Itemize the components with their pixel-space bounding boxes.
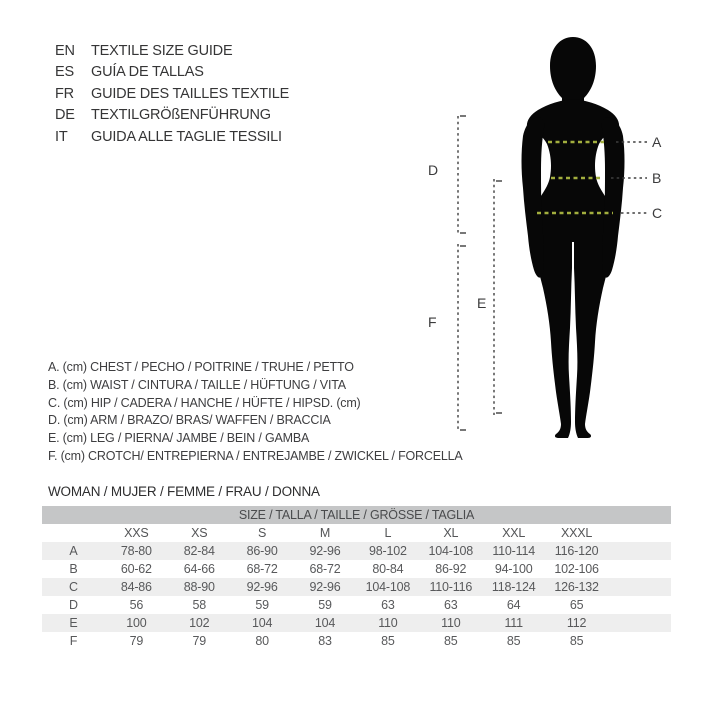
corner-cell [42,524,105,542]
cell: 110-116 [429,580,473,594]
hip-label: C [652,205,662,221]
silhouette-right-arm [602,117,625,278]
cell: 59 [255,598,269,612]
col-header-xxl: XXL [502,526,526,540]
language-title: TEXTILE SIZE GUIDE [91,43,233,59]
row-label: E [69,616,78,630]
cell: 112 [566,616,587,630]
legend-item-crotch: F. (cm) CROTCH/ ENTREPIERNA / ENTREJAMBE / ZWICKEL / FORCELLA [48,448,463,463]
filler-cell [608,524,671,542]
language-title-block [55,44,289,144]
leg-label: E [477,295,487,311]
cell: 102 [189,616,210,630]
cell: 85 [444,634,458,648]
cell: 59 [318,598,332,612]
language-title: GUIDE DES TAILLES TEXTILE [91,85,290,102]
cell: 104-108 [365,580,411,594]
cell: 64 [506,598,521,612]
cell: 79 [192,634,206,648]
col-header-s: S [258,526,267,540]
cell: 85 [381,634,395,648]
filler-cell [608,596,671,614]
cell: 78-80 [120,544,152,558]
filler-cell [608,542,671,560]
cell: 58 [192,598,206,612]
row-label: B [69,562,78,576]
cell: 64-66 [183,562,215,576]
row-label: A [69,544,78,558]
row-label: C [69,580,78,594]
filler-cell [608,614,671,632]
legend-item-leg: E. (cm) LEG / PIERNA/ JAMBE / BEIN / GAMBA [48,431,310,446]
row-label: D [69,598,78,612]
cell: 104 [314,616,336,630]
cell: 92-96 [309,544,341,558]
cell: 85 [569,634,584,648]
woman-silhouette [522,37,625,438]
cell: 100 [126,616,147,630]
legend-item-arm: D. (cm) ARM / BRAZO/ BRAS/ WAFFEN / BRACCIA [48,413,331,428]
measurement-legend [48,359,462,466]
cell: 80-84 [372,562,404,576]
cell: 79 [129,634,144,648]
cell: 104 [251,616,273,630]
row-label: F [69,634,78,648]
size-header-row [42,524,671,542]
legend-item-hip: C. (cm) HIP / CADERA / HANCHE / HÜFTE / HIPSD. (cm) [48,395,361,410]
language-code: DE [55,107,75,124]
cell: 111 [504,616,523,630]
cell: 56 [129,598,144,612]
cell: 86-92 [435,562,467,576]
language-code: ES [55,64,74,81]
cell: 68-72 [309,562,341,576]
col-header-m: M [319,526,331,540]
cell: 60-62 [120,562,152,576]
chest-label: A [652,134,662,150]
cell: 84-86 [120,580,152,594]
size-band-label: SIZE / TALLA / TAILLE / GRÖSSE / TAGLIA [42,506,671,524]
table-row-crotch [42,632,671,650]
size-table-section [42,506,671,650]
cell: 98-102 [369,544,407,558]
cell: 83 [318,634,332,648]
cell: 102-106 [554,562,599,576]
cell: 80 [255,634,269,648]
table-row-leg [42,614,671,632]
language-title: GUÍA DE TALLAS [91,64,204,81]
filler-cell [608,632,671,650]
size-table [42,506,671,650]
arm-label: D [428,162,438,178]
col-header-l: L [384,526,392,540]
gender-group-label: WOMAN / MUJER / FEMME / FRAU / DONNA [48,484,320,499]
silhouette-left-arm [522,117,545,278]
col-header-xxxl: XXXL [560,526,593,540]
cell: 86-90 [246,544,278,558]
size-band-row [42,506,671,524]
legend-item-waist: B. (cm) WAIST / CINTURA / TAILLE / HÜFTUNG / VITA [48,377,346,392]
cell: 104-108 [428,544,474,558]
cell: 116-120 [554,544,599,558]
language-code: FR [55,85,74,102]
cell: 85 [506,634,521,648]
cell: 118-124 [491,580,536,594]
legend-item-chest: A. (cm) CHEST / PECHO / POITRINE / TRUHE / PETTO [48,360,354,374]
cell: 94-100 [494,562,533,576]
cell: 110-114 [492,544,535,558]
cell: 88-90 [183,580,215,594]
cell: 126-132 [554,580,599,594]
language-title: GUIDA ALLE TAGLIE TESSILI [91,128,282,145]
cell: 92-96 [246,580,278,594]
cell: 110 [441,616,461,630]
table-row-arm [42,596,671,614]
language-title: TEXTILGRÖßENFÜHRUNG [91,107,271,124]
cell: 63 [381,598,395,612]
language-code: IT [55,128,68,145]
language-code: EN [55,43,75,59]
table-row-waist [42,560,671,578]
col-header-xxs: XXS [124,526,149,540]
cell: 82-84 [183,544,215,558]
crotch-label: F [428,314,437,330]
waist-label: B [652,170,662,186]
table-row-chest [42,542,671,560]
cell: 63 [444,598,458,612]
col-header-xl: XL [443,526,459,540]
table-row-hip [42,578,671,596]
filler-cell [608,560,671,578]
col-header-xs: XS [191,526,208,540]
cell: 110 [378,616,398,630]
cell: 92-96 [309,580,341,594]
cell: 65 [569,598,584,612]
filler-cell [608,578,671,596]
cell: 68-72 [246,562,278,576]
